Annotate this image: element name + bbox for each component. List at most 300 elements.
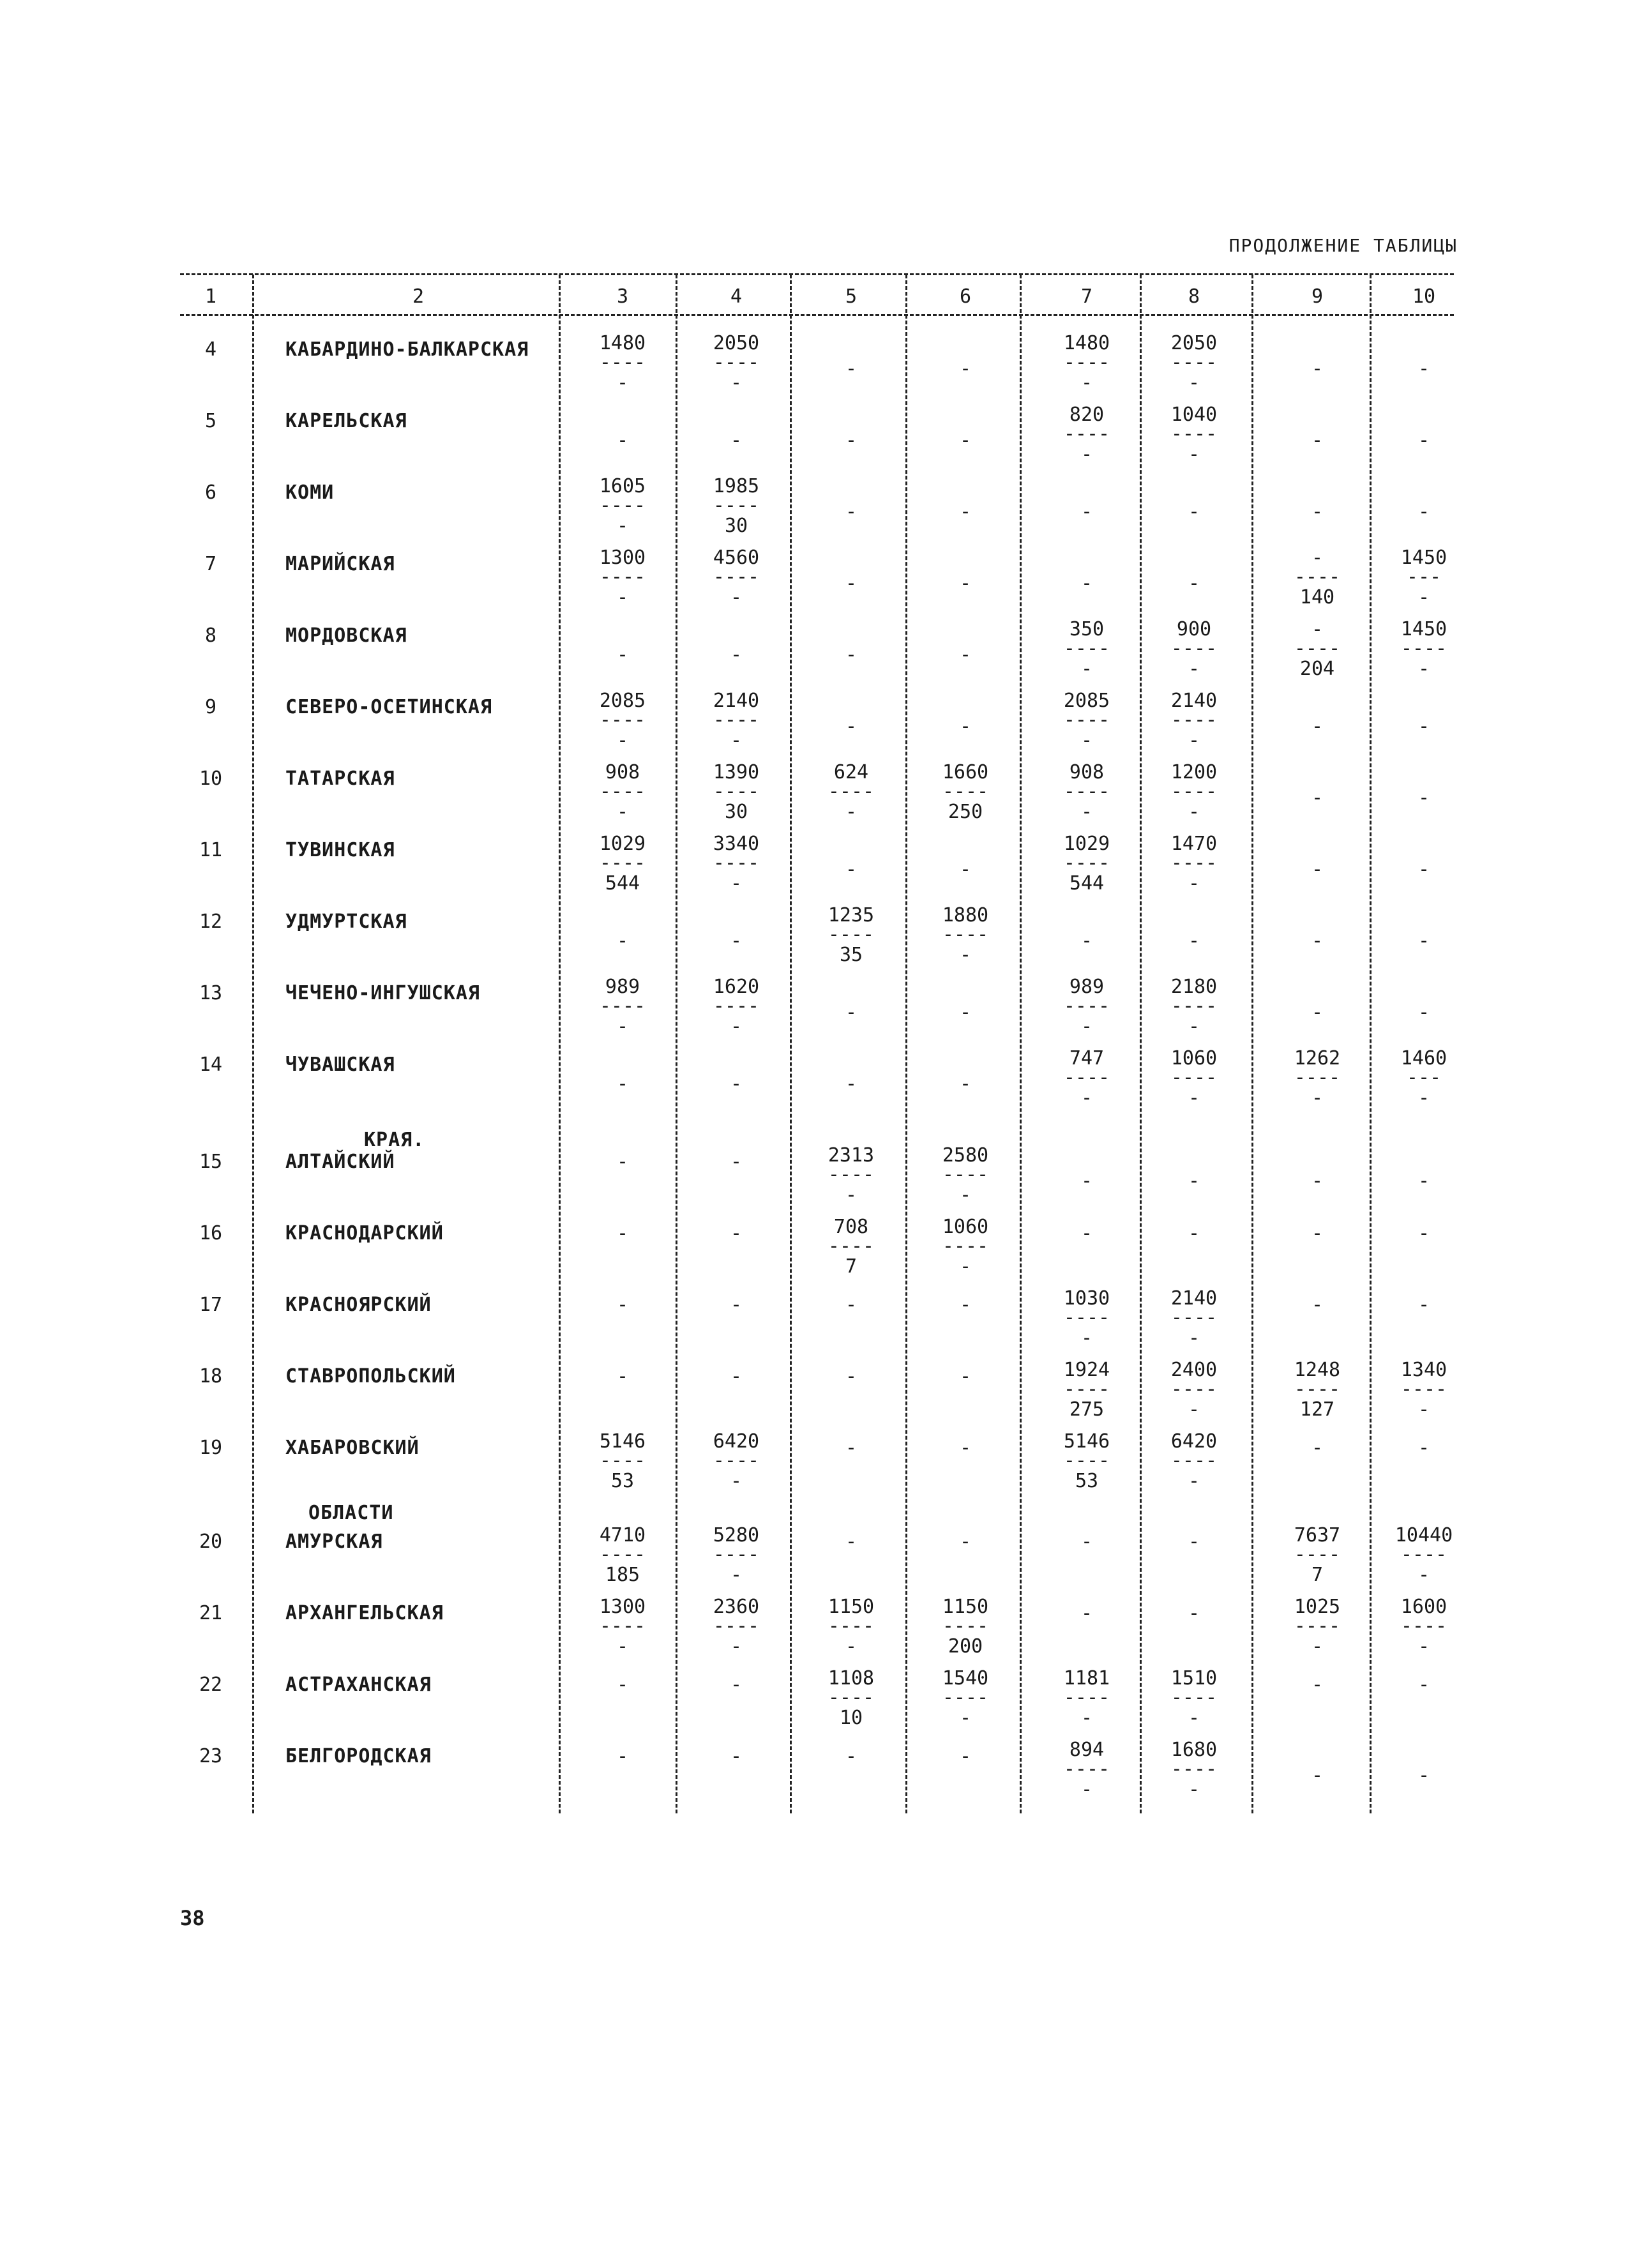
region-name: КРАСНОЯРСКИЙ [285,1294,432,1316]
cell-value-secondary: - [1417,1001,1430,1024]
cell-fraction-bar: ---- [1170,351,1218,374]
cell-fraction-bar: ---- [1063,1758,1110,1780]
cell-value: - [845,1437,858,1459]
cell-value: 2140 [1170,690,1218,712]
cell-value: 1108 [828,1667,875,1690]
cell-value: 3340 [713,833,760,855]
cell-value: - [730,1151,743,1173]
region-name: СЕВЕРО-ОСЕТИНСКАЯ [285,696,493,718]
cell-value: - [730,1294,743,1316]
cell-value: - [730,1745,743,1767]
cell-fraction-bar: ---- [828,1615,875,1637]
cell-value: - [1417,1674,1430,1696]
cell-value-secondary: - [616,801,629,823]
cell-value: 1480 [1063,332,1110,354]
cell-value-secondary: - [959,944,972,966]
cell-fraction-bar: ---- [1170,1686,1218,1709]
cell-fraction-bar: ---- [1170,995,1218,1017]
cell-value-secondary: - [616,1015,629,1038]
cell-value-secondary: - [1188,658,1200,680]
cell-fraction-bar: ---- [1170,852,1218,874]
cell-fraction-bar: ---- [828,1235,875,1257]
cell-fraction-bar: --- [1406,566,1442,588]
cell-fraction-bar: ---- [713,995,760,1017]
cell-value: 1340 [1400,1359,1447,1381]
region-name: МАРИЙСКАЯ [285,553,395,575]
cell-value: - [1311,1674,1324,1696]
cell-value-secondary: - [1417,1764,1430,1787]
cell-fraction-bar: ---- [599,780,646,803]
cell-value-secondary: - [1311,930,1324,952]
cell-value-secondary: - [1311,1170,1324,1192]
cell-value-secondary: - [730,429,743,451]
cell-value-secondary: - [1311,1001,1324,1024]
cell-fraction-bar: ---- [1400,637,1447,660]
cell-fraction-bar: ---- [942,923,989,946]
cell-value: - [959,1531,972,1553]
region-name: УДМУРТСКАЯ [285,911,407,933]
cell-value: - [1417,1294,1430,1316]
cell-value-secondary: - [730,872,743,895]
region-name: ЧЕЧЕНО-ИНГУШСКАЯ [285,982,480,1004]
cell-value-secondary: - [1417,1398,1430,1421]
region-name: АСТРАХАНСКАЯ [285,1674,432,1696]
cell-value: 1150 [828,1596,875,1618]
cell-value-secondary: 53 [1075,1470,1099,1492]
cell-value-secondary: 7 [1311,1564,1324,1586]
row-number: 12 [199,911,223,933]
cell-value: 908 [605,761,640,783]
cell-value-secondary: - [1417,658,1430,680]
cell-value: 1880 [942,904,989,926]
cell-fraction-bar: ---- [713,351,760,374]
cell-value-secondary: - [616,372,629,394]
cell-value: 1060 [1170,1047,1218,1070]
row-number: 4 [204,338,217,361]
cell-value: 747 [1069,1047,1105,1070]
cell-value-secondary: - [616,729,629,752]
cell-value-secondary: - [1188,801,1200,823]
cell-value-secondary: - [1080,1778,1093,1801]
column-separator [1251,275,1253,1813]
cell-value: - [730,1365,743,1387]
row-number: 8 [204,624,217,647]
region-name: КОМИ [285,481,335,504]
cell-value-secondary: - [730,930,743,952]
cell-fraction-bar: ---- [599,1449,646,1472]
cell-value: 1200 [1170,761,1218,783]
cell-value: 1460 [1400,1047,1447,1070]
cell-value-secondary: - [845,1001,858,1024]
cell-value: 5280 [713,1524,760,1546]
cell-fraction-bar: ---- [1063,852,1110,874]
cell-value-secondary: - [1188,1470,1200,1492]
cell-value-secondary: - [1417,429,1430,451]
cell-value: 624 [833,761,869,783]
cell-value-secondary: - [730,1470,743,1492]
cell-value: - [616,1222,629,1244]
cell-fraction-bar: ---- [1063,1066,1110,1089]
cell-value: - [1188,1531,1200,1553]
cell-fraction-bar: ---- [713,780,760,803]
cell-value-secondary: - [1417,586,1430,609]
cell-value: 1060 [942,1216,989,1238]
cell-value: 1390 [713,761,760,783]
region-name: ХАБАРОВСКИЙ [285,1437,419,1459]
cell-value-secondary: - [616,515,629,537]
region-name: ТАТАРСКАЯ [285,767,395,790]
cell-value-secondary: - [1080,1015,1093,1038]
cell-value-secondary: - [1188,1015,1200,1038]
cell-value-secondary: - [730,1635,743,1658]
cell-fraction-bar: ---- [1400,1615,1447,1637]
cell-value-secondary: 35 [839,944,863,966]
region-name: БЕЛГОРОДСКАЯ [285,1745,432,1767]
cell-value-secondary: - [1080,501,1093,523]
cell-value-secondary: - [1080,729,1093,752]
cell-value: 6420 [1170,1430,1218,1453]
cell-fraction-bar: ---- [1170,1066,1218,1089]
cell-value: 1600 [1400,1596,1447,1618]
cell-value-secondary: - [1188,872,1200,895]
cell-fraction-bar: ---- [713,1615,760,1637]
cell-value-secondary: - [959,1184,972,1206]
cell-value-secondary: - [1417,1170,1430,1192]
cell-value-secondary: - [730,644,743,666]
cell-value: 894 [1069,1739,1105,1761]
cell-value-secondary: - [845,1635,858,1658]
cell-value: - [616,1294,629,1316]
cell-value: 1660 [942,761,989,783]
cell-fraction-bar: ---- [713,566,760,588]
cell-value: 2050 [713,332,760,354]
cell-value: 1029 [1063,833,1110,855]
row-number: 13 [199,982,223,1004]
cell-value-secondary: - [959,1073,972,1095]
cell-value: - [959,1365,972,1387]
cell-value: 1300 [599,1596,646,1618]
column-separator [559,275,561,1813]
region-name: АЛТАЙСКИЙ [285,1151,395,1173]
cell-value-secondary: - [1188,1087,1200,1109]
row-number: 14 [199,1054,223,1076]
cell-value-secondary: - [616,1073,629,1095]
cell-fraction-bar: ---- [942,1163,989,1186]
cell-value: 1605 [599,475,646,497]
cell-value-secondary: - [1311,501,1324,523]
cell-fraction-bar: ---- [713,494,760,517]
cell-fraction-bar: ---- [599,1615,646,1637]
row-number: 17 [199,1294,223,1316]
cell-value-secondary: - [1080,1707,1093,1729]
cell-value: 908 [1069,761,1105,783]
cell-value-secondary: - [1311,358,1324,380]
cell-value-secondary: 10 [839,1707,863,1729]
cell-value-secondary: - [959,1001,972,1024]
cell-value: 1510 [1170,1667,1218,1690]
cell-value-secondary: - [1188,572,1200,594]
column-header: 9 [1311,285,1324,308]
cell-value: 1235 [828,904,875,926]
cell-value: 1470 [1170,833,1218,855]
cell-value: - [1311,547,1324,569]
cell-value: 2580 [942,1144,989,1167]
cell-fraction-bar: ---- [828,1686,875,1709]
cell-value-secondary: 185 [605,1564,640,1586]
cell-value: 2085 [1063,690,1110,712]
cell-value: 4560 [713,547,760,569]
cell-value-secondary: - [1188,1170,1200,1192]
group-label-oblasti: ОБЛАСТИ [308,1502,394,1524]
cell-fraction-bar: ---- [1400,1378,1447,1400]
cell-value-secondary: - [616,429,629,451]
cell-value-secondary: 275 [1069,1398,1105,1421]
cell-value: - [1417,1437,1430,1459]
cell-fraction-bar: ---- [713,852,760,874]
cell-value: - [1311,618,1324,640]
cell-value-secondary: - [845,1073,858,1095]
cell-fraction-bar: ---- [599,852,646,874]
column-header: 7 [1080,285,1093,308]
cell-fraction-bar: ---- [599,566,646,588]
cell-value-secondary: - [1417,1635,1430,1658]
row-number: 21 [199,1602,223,1624]
cell-fraction-bar: ---- [942,1686,989,1709]
cell-value-secondary: - [959,1255,972,1278]
cell-value: - [616,1745,629,1767]
cell-value-secondary: 544 [1069,872,1105,895]
cell-value-secondary: - [1080,658,1093,680]
cell-value-secondary: - [1417,1564,1430,1586]
column-header: 8 [1188,285,1200,308]
cell-value-secondary: - [1417,715,1430,737]
cell-value: 2050 [1170,332,1218,354]
row-number: 16 [199,1222,223,1244]
cell-value: 1029 [599,833,646,855]
cell-value: 6420 [713,1430,760,1453]
cell-value-secondary: - [845,801,858,823]
cell-fraction-bar: ---- [1170,780,1218,803]
cell-fraction-bar: ---- [599,709,646,731]
page-number: 38 [180,1906,205,1930]
cell-value: 1262 [1294,1047,1341,1070]
cell-fraction-bar: ---- [1170,1306,1218,1329]
cell-value-secondary: - [1080,372,1093,394]
column-separator [1020,275,1022,1813]
column-header: 10 [1412,285,1436,308]
cell-value-secondary: - [616,930,629,952]
cell-value-secondary: - [730,1564,743,1586]
cell-value-secondary: - [959,644,972,666]
cell-value-secondary: - [1188,930,1200,952]
cell-value: - [616,1151,629,1173]
cell-value: - [1188,1602,1200,1624]
cell-value-secondary: - [959,429,972,451]
cell-value-secondary: 7 [845,1255,858,1278]
cell-value-secondary: - [959,358,972,380]
cell-value-secondary: - [845,858,858,881]
region-name: КРАСНОДАРСКИЙ [285,1222,444,1244]
cell-value: - [845,1531,858,1553]
cell-value-secondary: - [1311,1764,1324,1787]
region-name: КАРЕЛЬСКАЯ [285,410,407,432]
column-header: 5 [845,285,858,308]
cell-fraction-bar: ---- [1063,995,1110,1017]
cell-value: 2400 [1170,1359,1218,1381]
cell-value: 1985 [713,475,760,497]
header-bottom-rule [180,314,1454,316]
cell-fraction-bar: ---- [713,1449,760,1472]
cell-fraction-bar: ---- [1063,423,1110,445]
cell-value: 2140 [1170,1287,1218,1310]
row-number: 18 [199,1365,223,1387]
cell-value-secondary: - [845,501,858,523]
cell-value: - [845,1294,858,1316]
region-name: АРХАНГЕЛЬСКАЯ [285,1602,444,1624]
cell-value-secondary: - [1417,858,1430,881]
cell-fraction-bar: ---- [599,1543,646,1566]
cell-value-secondary: - [1311,715,1324,737]
cell-value-secondary: - [959,1707,972,1729]
cell-value: 1680 [1170,1739,1218,1761]
cell-value: 989 [1069,976,1105,998]
cell-value-secondary: - [616,586,629,609]
cell-value-secondary: 204 [1299,658,1335,680]
cell-value-secondary: - [959,572,972,594]
cell-fraction-bar: ---- [1063,1449,1110,1472]
cell-fraction-bar: ---- [1063,1306,1110,1329]
cell-value: 2140 [713,690,760,712]
cell-value-secondary: - [616,1635,629,1658]
cell-fraction-bar: ---- [1063,1686,1110,1709]
cell-value: 989 [605,976,640,998]
cell-fraction-bar: ---- [1063,637,1110,660]
cell-value-secondary: - [1311,787,1324,809]
region-name: ЧУВАШСКАЯ [285,1054,395,1076]
cell-fraction-bar: ---- [1170,709,1218,731]
cell-fraction-bar: ---- [828,780,875,803]
column-header: 6 [959,285,972,308]
cell-value: 2313 [828,1144,875,1167]
cell-value-secondary: - [730,372,743,394]
cell-value-secondary: - [730,1073,743,1095]
cell-fraction-bar: ---- [942,1235,989,1257]
cell-fraction-bar: ---- [1294,1543,1341,1566]
cell-value-secondary: - [1311,1087,1324,1109]
cell-value-secondary: 250 [948,801,983,823]
cell-value-secondary: - [845,1184,858,1206]
row-number: 20 [199,1531,223,1553]
cell-value: 5146 [599,1430,646,1453]
cell-fraction-bar: --- [1406,1066,1442,1089]
cell-value-secondary: - [1080,443,1093,465]
cell-value-secondary: - [845,429,858,451]
row-number: 19 [199,1437,223,1459]
cell-value-secondary: - [959,858,972,881]
column-separator [905,275,907,1813]
cell-value-secondary: - [845,715,858,737]
cell-value-secondary: - [1080,1087,1093,1109]
cell-value: 1181 [1063,1667,1110,1690]
cell-value-secondary: 140 [1299,586,1335,609]
cell-value: - [1311,1294,1324,1316]
cell-fraction-bar: ---- [1063,1378,1110,1400]
cell-fraction-bar: ---- [599,995,646,1017]
cell-fraction-bar: ---- [1294,1378,1341,1400]
cell-value: - [730,1674,743,1696]
cell-value-secondary: - [1080,930,1093,952]
column-separator [1140,275,1142,1813]
cell-value-secondary: - [1417,501,1430,523]
cell-value: - [1080,1602,1093,1624]
cell-value: 900 [1176,618,1212,640]
cell-fraction-bar: ---- [1063,780,1110,803]
cell-value: 1025 [1294,1596,1341,1618]
cell-value-secondary: - [616,644,629,666]
cell-value: 1620 [713,976,760,998]
cell-value-secondary: 53 [610,1470,635,1492]
cell-value: - [959,1294,972,1316]
region-name: АМУРСКАЯ [285,1531,383,1553]
cell-fraction-bar: ---- [828,1163,875,1186]
column-separator [676,275,677,1813]
cell-value: - [959,1745,972,1767]
cell-fraction-bar: ---- [1170,1449,1218,1472]
row-number: 15 [199,1151,223,1173]
cell-value: - [1080,1222,1093,1244]
cell-value: - [1417,1222,1430,1244]
cell-value-secondary: - [1188,501,1200,523]
cell-value: 1248 [1294,1359,1341,1381]
row-number: 7 [204,553,217,575]
cell-value-secondary: - [1417,930,1430,952]
cell-fraction-bar: ---- [1294,1615,1341,1637]
cell-value-secondary: - [845,572,858,594]
row-number: 9 [204,696,217,718]
cell-value-secondary: - [1080,1170,1093,1192]
cell-value: - [1080,1531,1093,1553]
row-number: 10 [199,767,223,790]
cell-value-secondary: - [845,358,858,380]
cell-value-secondary: - [1417,358,1430,380]
cell-value: 1450 [1400,618,1447,640]
cell-value-secondary: 30 [724,801,748,823]
cell-value-secondary: - [1188,1707,1200,1729]
cell-value-secondary: - [1417,1087,1430,1109]
cell-fraction-bar: ---- [828,923,875,946]
cell-fraction-bar: ---- [1400,1543,1447,1566]
cell-value: 1540 [942,1667,989,1690]
cell-value-secondary: - [1188,443,1200,465]
cell-value: 2180 [1170,976,1218,998]
cell-value-secondary: - [730,586,743,609]
cell-fraction-bar: ---- [1170,1378,1218,1400]
region-name: МОРДОВСКАЯ [285,624,407,647]
cell-value: 1924 [1063,1359,1110,1381]
row-number: 6 [204,481,217,504]
cell-fraction-bar: ---- [1294,1066,1341,1089]
column-separator [252,275,254,1813]
cell-value: 7637 [1294,1524,1341,1546]
cell-value: 1480 [599,332,646,354]
cell-value: - [616,1674,629,1696]
column-separator [1370,275,1372,1813]
column-header: 2 [412,285,425,308]
table-caption: ПРОДОЛЖЕНИЕ ТАБЛИЦЫ [1228,235,1458,256]
header-top-rule [180,273,1454,275]
cell-value: - [845,1745,858,1767]
cell-value-secondary: - [959,501,972,523]
